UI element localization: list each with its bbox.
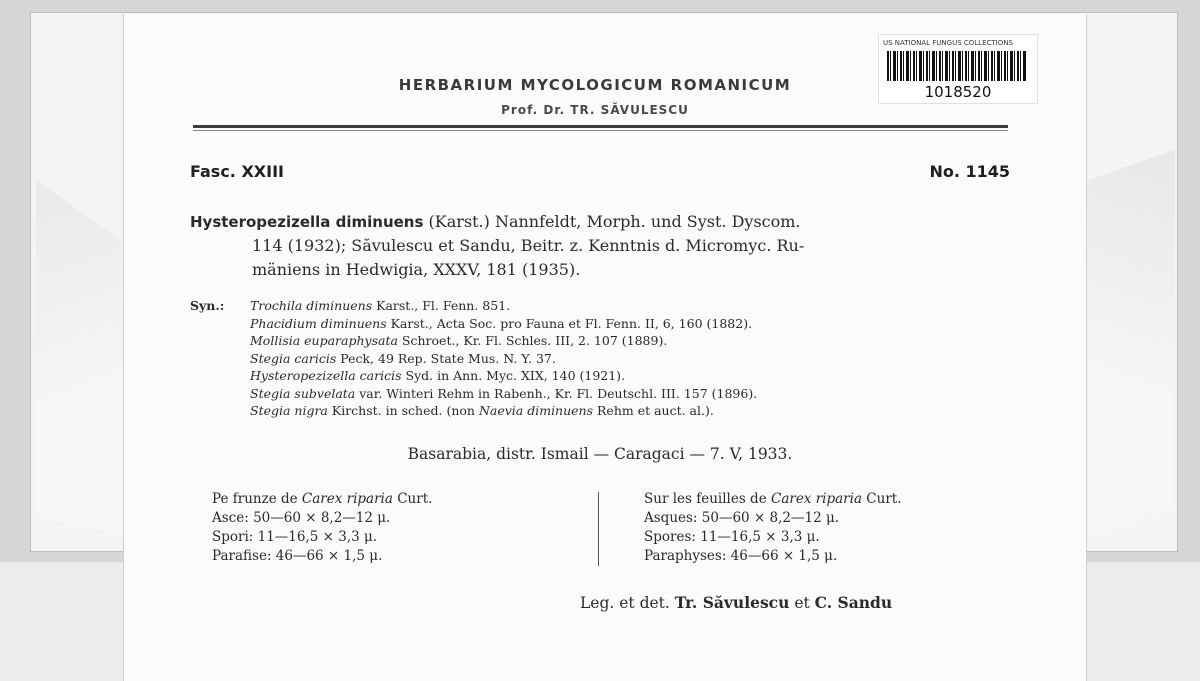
host-line [644, 490, 1024, 509]
specimen-number: No. 1145 [929, 162, 1010, 181]
synonyms-list [190, 297, 1020, 420]
barcode-number: 1018520 [924, 83, 992, 101]
asci-measurement: Asques: 50—60 × 8,2—12 μ. [644, 510, 840, 526]
herbarium-title: HERBARIUM MYCOLOGICUM ROMANICUM [398, 76, 792, 94]
legit-conjunction: et [789, 594, 815, 612]
envelope-flap-right [1085, 150, 1175, 540]
synonym-row [190, 315, 1020, 333]
species-citation [190, 210, 1020, 282]
barcode-sticker [878, 34, 1038, 104]
synonym-row [190, 297, 1020, 315]
host-prefix: Pe frunze de [212, 491, 302, 507]
host-name: Carex riparia [770, 491, 862, 507]
paraphyses-measurement: Parafise: 46—66 × 1,5 μ. [212, 548, 383, 564]
species-authority: (Karst.) Nannfeldt, Morph. und Syst. Dyscom. [423, 212, 801, 231]
synonym-citation: Syd. in Ann. Myc. XIX, 140 (1921). [401, 368, 626, 383]
synonyms-label: Syn.: [190, 298, 225, 313]
barcode-bars [887, 51, 1027, 81]
herbarium-subtitle: Prof. Dr. TR. SĂVULESCU [501, 103, 689, 117]
description-french [644, 490, 1024, 566]
species-name: Hysteropezizella diminuens [190, 213, 424, 231]
barcode-caption: US NATIONAL FUNGUS COLLECTIONS [883, 39, 1013, 47]
host-name: Carex riparia [301, 491, 393, 507]
collection-locality: Basarabia, distr. Ismail — Caragaci — 7. V, 1933. [407, 445, 793, 463]
paraphyses-measurement: Paraphyses: 46—66 × 1,5 μ. [644, 548, 838, 564]
synonym-name: Stegia nigra [250, 403, 328, 418]
legit-prefix: Leg. et det. [580, 594, 675, 612]
header-rule [193, 125, 1008, 128]
synonym-name-secondary: Naevia diminuens [478, 403, 594, 418]
synonym-name: Hysteropezizella caricis [250, 368, 402, 383]
host-authority: Curt. [392, 491, 433, 507]
synonym-citation: Karst., Fl. Fenn. 851. [372, 298, 511, 313]
header-rule-thin [193, 130, 1008, 131]
host-authority: Curt. [862, 491, 902, 507]
description-romanian [212, 490, 582, 566]
synonym-citation-secondary: Rehm et auct. al.). [593, 403, 714, 418]
synonym-row [190, 350, 1020, 368]
host-line [212, 490, 582, 509]
synonym-citation: Karst., Acta Soc. pro Fauna et Fl. Fenn. II, 6, 160 (1882). [386, 315, 753, 331]
synonym-citation: Peck, 49 Rep. State Mus. N. Y. 37. [336, 350, 556, 366]
species-line-1 [190, 210, 1020, 234]
synonym-name: Stegia caricis [250, 350, 337, 366]
host-prefix: Sur les feuilles de [644, 491, 771, 507]
fascicle-number: Fasc. XXIII [190, 162, 284, 181]
synonym-row [190, 332, 1020, 350]
spore-measurement: Spores: 11—16,5 × 3,3 μ. [644, 529, 820, 545]
synonym-row [190, 385, 1020, 403]
synonym-citation: var. Winteri Rehm in Rabenh., Kr. Fl. Deutschl. III. 157 (1896). [355, 385, 758, 401]
collector-credit [580, 593, 1020, 612]
synonym-row [190, 402, 1020, 420]
synonym-citation: Kirchst. in sched. (non [327, 403, 479, 418]
synonym-name: Mollisia euparaphysata [250, 333, 398, 348]
asci-measurement: Asce: 50—60 × 8,2—12 μ. [212, 510, 391, 526]
spore-measurement: Spori: 11—16,5 × 3,3 μ. [212, 529, 378, 545]
species-line-3: mäniens in Hedwigia, XXXV, 181 (1935). [252, 260, 581, 279]
synonym-citation: Schroet., Kr. Fl. Schles. III, 2. 107 (1889). [397, 333, 668, 348]
synonym-name: Phacidium diminuens [250, 315, 387, 331]
column-divider [598, 492, 599, 566]
collector-name-1: Tr. Săvulescu [674, 593, 790, 612]
species-line-2: 114 (1932); Săvulescu et Sandu, Beitr. z. Kenntnis d. Micromyc. Ru- [252, 236, 805, 255]
synonym-name: Stegia subvelata [250, 385, 356, 401]
synonym-row [190, 367, 1020, 385]
synonym-name: Trochila diminuens [250, 298, 373, 313]
collector-name-2: C. Sandu [814, 593, 893, 612]
